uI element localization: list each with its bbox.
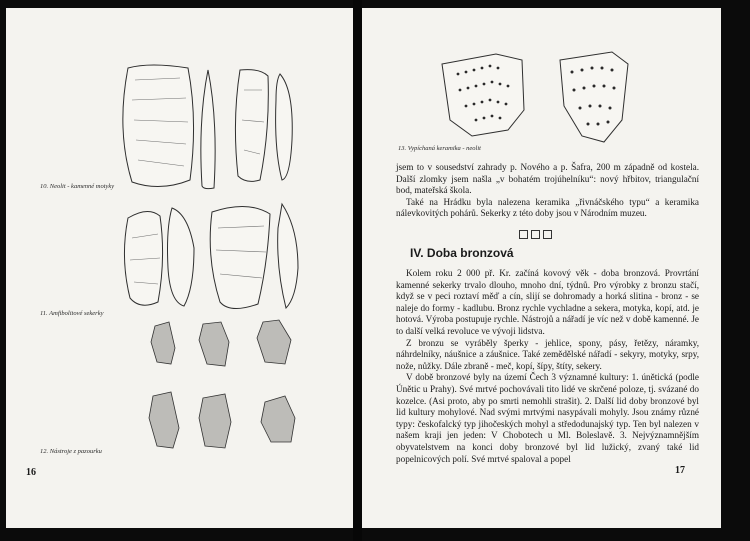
chapter-heading: IV. Doba bronzová bbox=[410, 246, 514, 260]
page-number-right: 17 bbox=[675, 465, 685, 476]
caption-figure-12: 12. Nástroje z pazourku bbox=[40, 448, 102, 455]
paragraph: V době bronzové byly na území Čech 3 významné kultury: 1. únětická (podle Únětic u Prahy). Své mrtvé pochovávali tito lidé ve skrčené poloze, tj. svázané do kozelce. (Asi proto, aby po smrti nemohli strašit). 2. Další lid doby bronzové byl lid kultury mohylové. Nad svými mrtvými nasypávali mohyly. Jsou známy různé typy: českofalcký typ jihočeských mohyl a středodunajský typ. Ten byl nalezen v našem kraji jen jeden: V Chobotech u Ml. Boleslavě. 3. Nejvýznamnějším obyvatelstvem na konci doby bronzové byl lid lužický, zvaný také lid popelnicových polí. Své mrtvé spaloval a popel bbox=[396, 372, 699, 464]
paragraph: jsem to v sousedství zahrady p. Nového a p. Šafra, 200 m západně od kostela. Další zlomky jsem našla „v bohatém trojúhelníku“: nový hřbitov, triangulační bod, mateřská škola. bbox=[396, 162, 699, 196]
caption-figure-10: 10. Neolit - kamenné motyky bbox=[40, 183, 115, 190]
figure-10-stone-hoes bbox=[110, 60, 310, 195]
paragraph: Kolem roku 2 000 př. Kr. začíná kovový věk - doba bronzová. Provrtání kamenné sekerky trvalo dlouho, mnoho dní, týdnů. Pro výrobky z bronzu stačí, když se v peci roztaví měď a cín, slijí se dohromady a horká slitina - bronz - se naleje do formy - kadlubu. Bronz rychle vychladne a sekera, motyka, kopí, atd. je hotová. Výroba postupuje rychle. Nástrojů a nářadí je víc než v době kamenné. Je to další velká revoluce ve vývoji lidstva. bbox=[396, 268, 699, 336]
caption-figure-11: 11. Amfibolitové sekerky bbox=[40, 310, 104, 317]
figure-13-pottery-fragments bbox=[436, 50, 646, 150]
text-block-top bbox=[396, 162, 699, 220]
background-edge bbox=[722, 0, 750, 541]
paragraph: Z bronzu se vyráběly šperky - jehlice, spony, pásy, řetězy, náramky, náhrdelníky, náušnice a záušnice. Také zemědělské nářadí - sekyry, motyky, srpy, nože, nůžky. Dále zbraně - meč, kopí, šípy, štíty, sekery. bbox=[396, 337, 699, 371]
figure-12-flint-tools bbox=[145, 318, 305, 458]
paragraph: Také na Hrádku byla nalezena keramika „řivnáčského typu“ a keramika nálevkovitých pohárů. Sekerky z této doby jsou v Národním muzeu. bbox=[396, 196, 699, 219]
text-block-main bbox=[396, 268, 699, 465]
figure-11-amphibolite-axes bbox=[118, 198, 308, 318]
book-spine bbox=[353, 0, 362, 541]
page-number-left: 16 bbox=[26, 467, 36, 478]
section-ornament bbox=[519, 230, 552, 239]
caption-figure-13: 13. Vypíchaná keramika - neolit bbox=[398, 145, 481, 152]
